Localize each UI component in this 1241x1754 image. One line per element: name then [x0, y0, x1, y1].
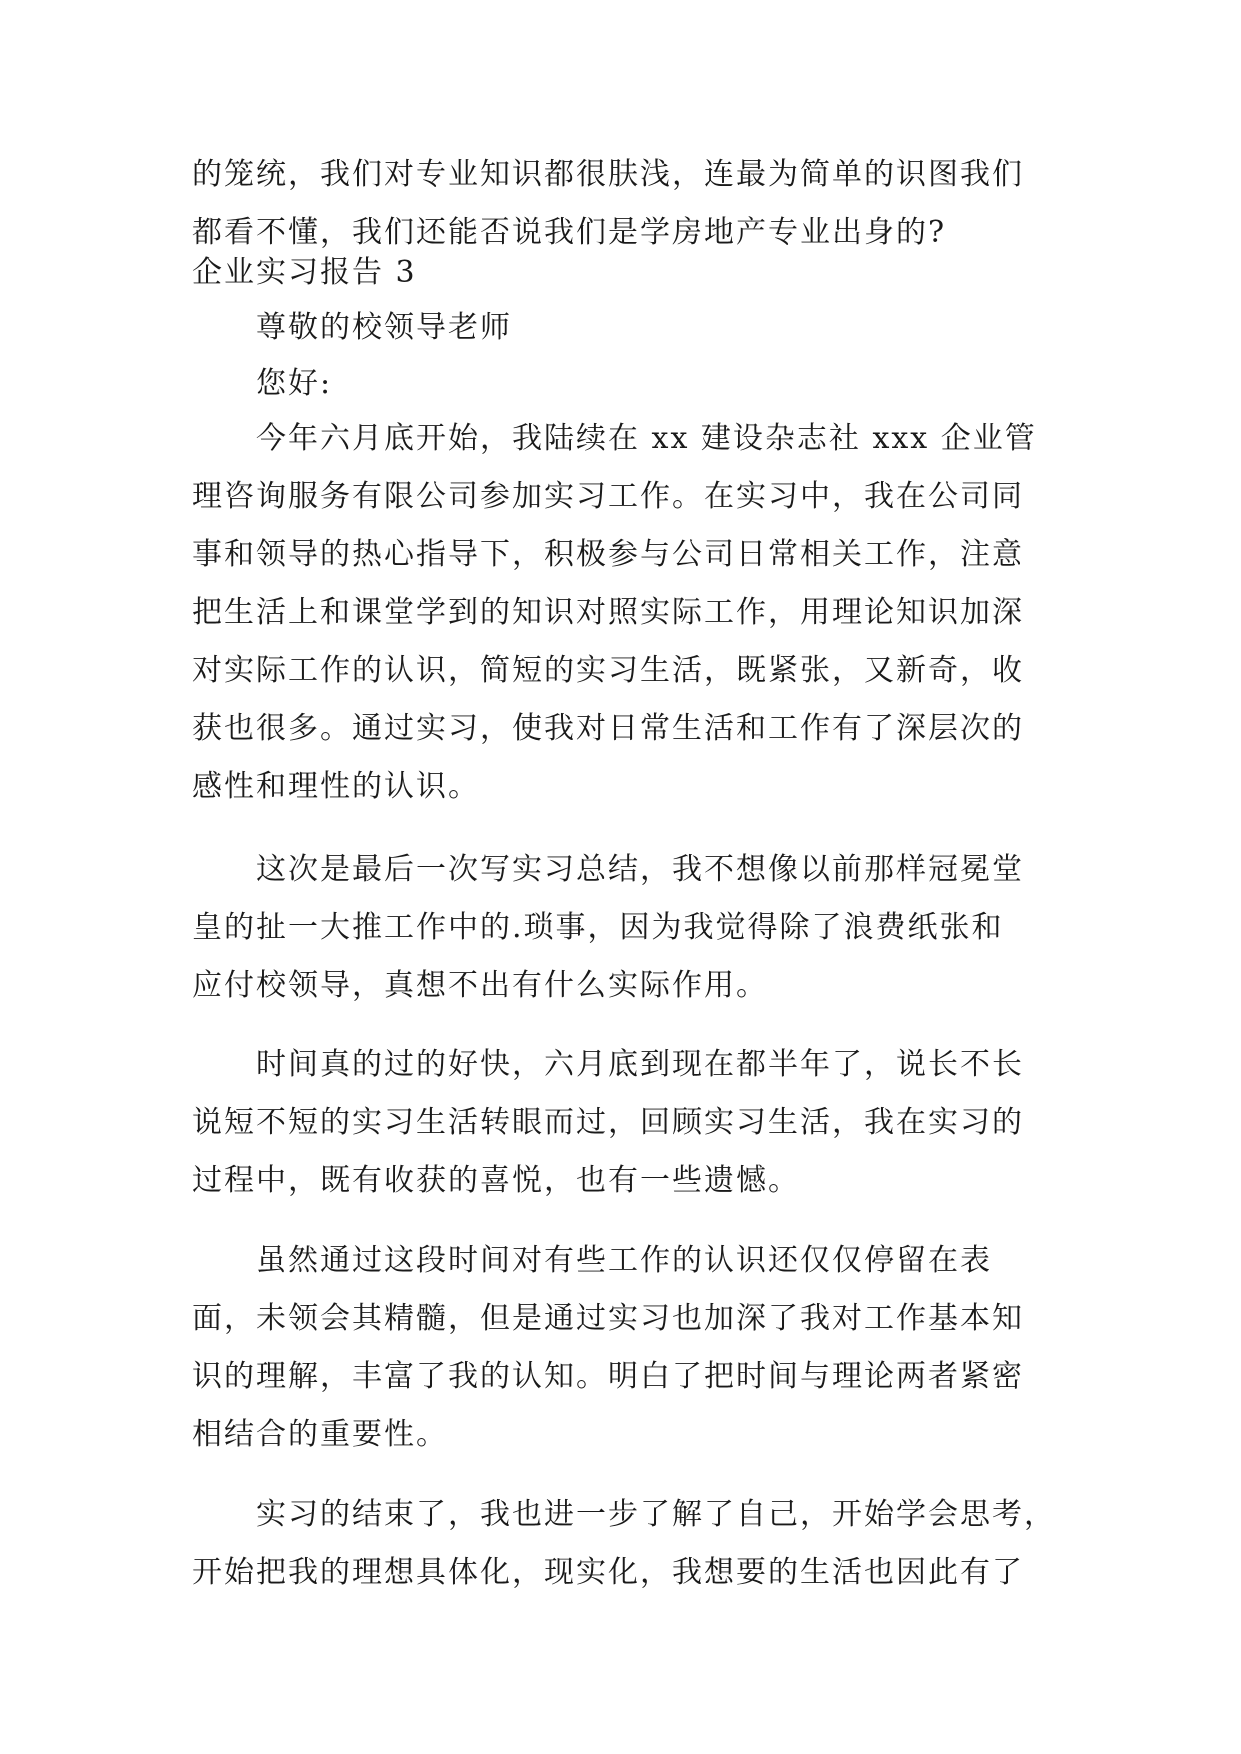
text-line: 时间真的过的好快，六月底到现在都半年了，说长不长 [256, 1047, 1024, 1082]
text-line: 把生活上和课堂学到的知识对照实际工作，用理论知识加深 [192, 595, 1024, 630]
text-line: 相结合的重要性。 [192, 1417, 448, 1452]
text-line: 这次是最后一次写实习总结，我不想像以前那样冠冕堂 [256, 852, 1024, 887]
text-line: 虽然通过这段时间对有些工作的认识还仅仅停留在表 [256, 1243, 992, 1278]
text-line: 感性和理性的认识。 [192, 769, 480, 804]
text-line: 应付校领导，真想不出有什么实际作用。 [192, 968, 768, 1003]
text-line: 面，未领会其精髓，但是通过实习也加深了我对工作基本知 [192, 1301, 1024, 1336]
text-line: 都看不懂，我们还能否说我们是学房地产专业出身的? [192, 215, 947, 250]
text-line: 今年六月底开始，我陆续在 xx 建设杂志社 xxx 企业管 [256, 421, 1037, 456]
text-line: 皇的扯一大推工作中的.琐事，因为我觉得除了浪费纸张和 [192, 910, 1004, 945]
section-title [192, 244, 1052, 302]
text-line: 过程中，既有收获的喜悦，也有一些遗憾。 [192, 1163, 800, 1198]
text-line: 识的理解，丰富了我的认知。明白了把时间与理论两者紧密 [192, 1359, 1024, 1394]
paragraph-1 [192, 410, 1052, 816]
paragraph-3 [192, 1036, 1052, 1210]
greeting [192, 355, 1052, 413]
text-line: 说短不短的实习生活转眼而过，回顾实习生活，我在实习的 [192, 1105, 1024, 1140]
section-title-text: 企业实习报告 3 [192, 255, 417, 290]
text-line: 开始把我的理想具体化，现实化，我想要的生活也因此有了 [192, 1555, 1024, 1590]
salutation [192, 299, 1052, 357]
text-line: 对实际工作的认识，简短的实习生活，既紧张，又新奇，收 [192, 653, 1024, 688]
greeting-text: 您好: [256, 366, 333, 401]
text-line: 获也很多。通过实习，使我对日常生活和工作有了深层次的 [192, 711, 1024, 746]
text-line: 事和领导的热心指导下，积极参与公司日常相关工作，注意 [192, 537, 1024, 572]
salutation-text: 尊敬的校领导老师 [256, 310, 512, 345]
text-line: 的笼统，我们对专业知识都很肤浅，连最为简单的识图我们 [192, 157, 1024, 192]
paragraph-5 [192, 1486, 1056, 1602]
text-line: 理咨询服务有限公司参加实习工作。在实习中，我在公司同 [192, 479, 1024, 514]
paragraph-4 [192, 1232, 1052, 1464]
paragraph-2 [192, 841, 1052, 1015]
text-line: 实习的结束了，我也进一步了解了自己，开始学会思考， [256, 1497, 1056, 1532]
